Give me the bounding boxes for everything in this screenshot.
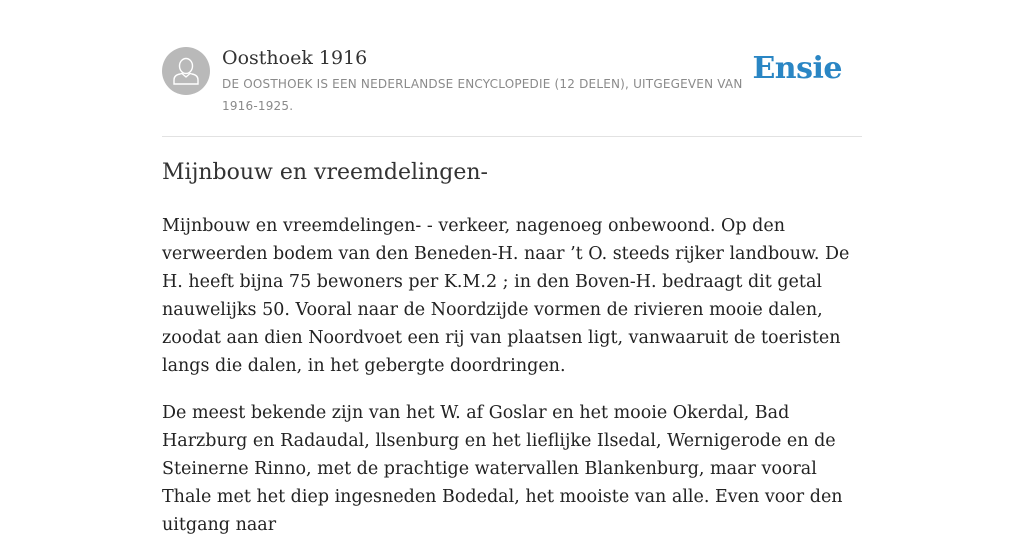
- source-header: [162, 45, 862, 137]
- user-silhouette-icon[interactable]: [162, 47, 210, 95]
- entry-paragraph: De meest bekende zijn van het W. af Goslar en het mooie Okerdal, Bad Harzburg en Radaudal, llsenburg en het lieflijke Ilsedal, Wernigerode en de Steinerne Rinno, met de prachtige watervallen Blankenburg, maar vooral Thale met het diep ingesneden Bodedal, het mooiste van alle. Even voor den uitgang naar: [162, 403, 843, 535]
- entry-content: [162, 212, 862, 558]
- entry-title: Mijnbouw en vreemdelingen-: [162, 160, 488, 185]
- source-title[interactable]: Oosthoek 1916: [222, 47, 368, 69]
- brand-logo[interactable]: Ensie: [752, 51, 842, 86]
- source-description: DE OOSTHOEK IS EEN NEDERLANDSE ENCYCLOPEDIE (12 DELEN), UITGEGEVEN VAN 1916-1925.: [222, 77, 743, 113]
- entry-paragraph: Mijnbouw en vreemdelingen- - verkeer, nagenoeg onbewoond. Op den verweerden bodem van den Beneden-H. naar ’t O. steeds rijker landbouw. De H. heeft bijna 75 bewoners per K.M.2 ; in den Boven-H. bedraagt dit getal nauwelijks 50. Vooral naar de Noordzijde vormen de rivieren mooie dalen, zoodat aan dien Noordvoet een rij van plaatsen ligt, vanwaaruit de toeristen langs die dalen, in het gebergte doordringen.: [162, 216, 850, 376]
